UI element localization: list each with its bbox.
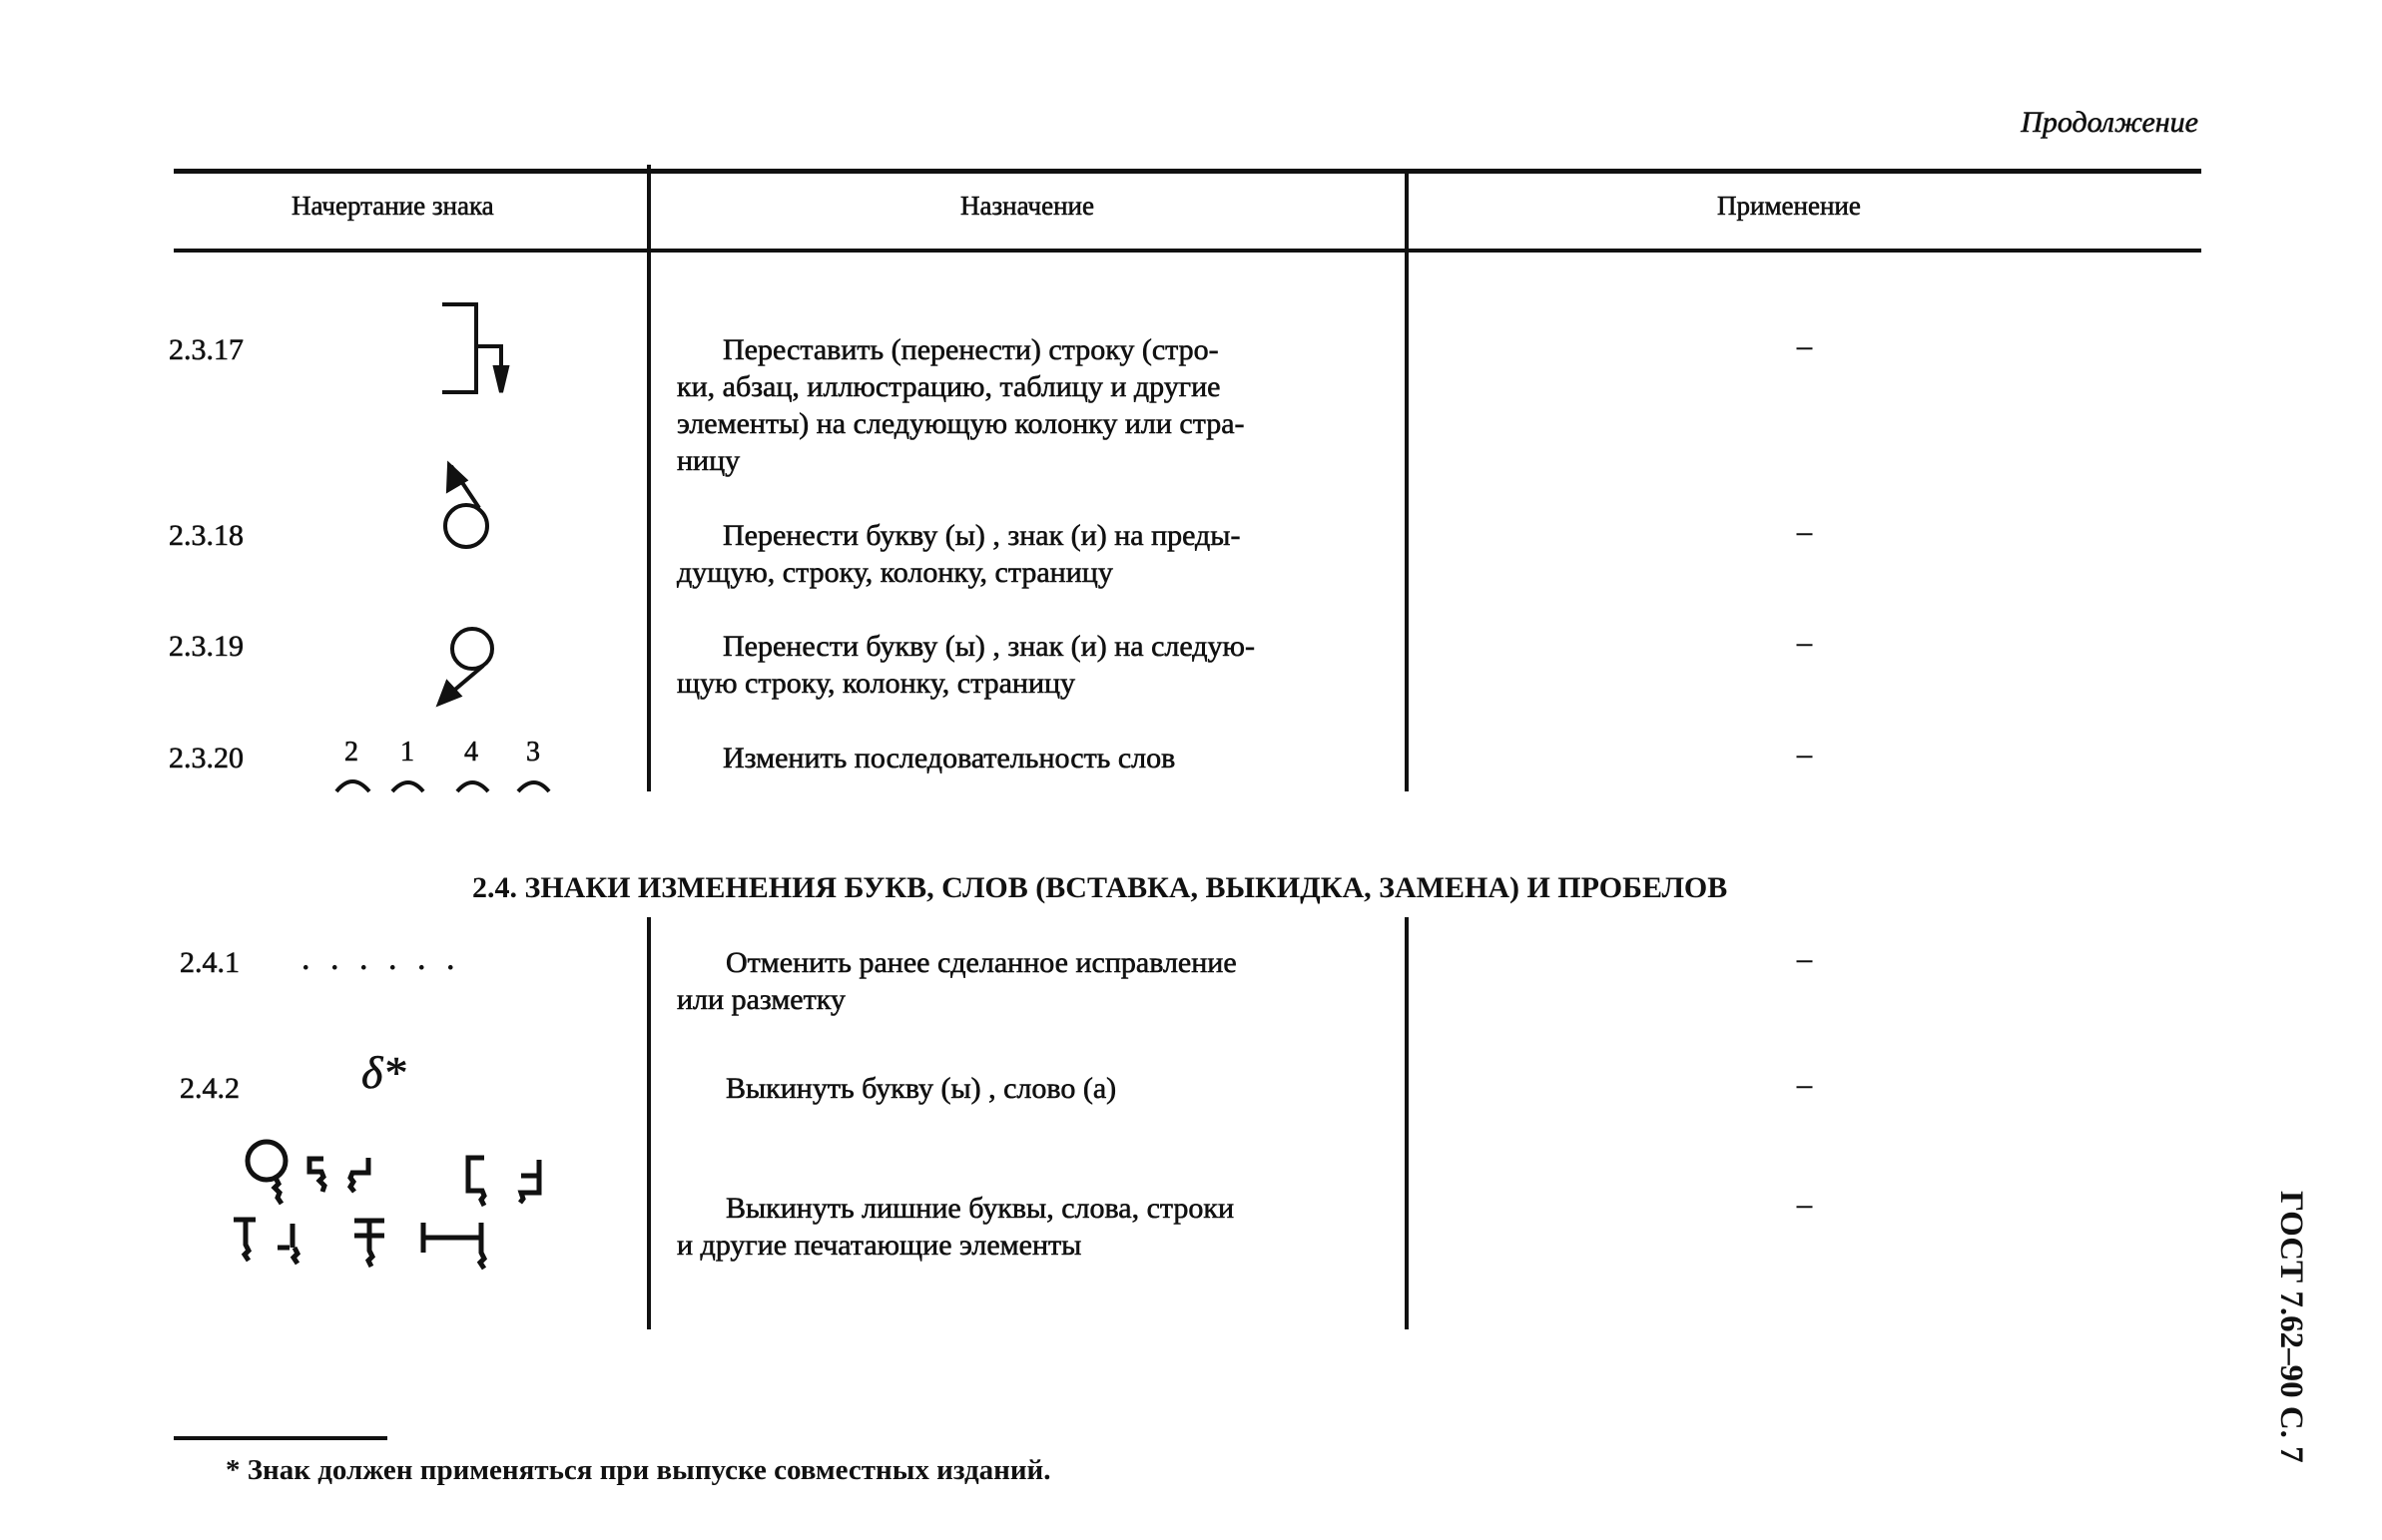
row-number: 2.3.18 (169, 519, 244, 552)
sign-digit: 3 (526, 737, 540, 768)
desc-line: или разметку (677, 983, 846, 1016)
sign-digit: 2 (344, 737, 358, 768)
header-purpose: Назначение (960, 191, 1094, 221)
sign-dots: . . . . . . (301, 940, 461, 977)
continuation-label: Продолжение (2021, 106, 2198, 139)
word-order-arcs (336, 781, 549, 791)
row-number: 2.3.17 (169, 333, 244, 366)
desc-line: и другие печатающие элементы (677, 1229, 1082, 1262)
row-number: 2.3.19 (169, 630, 244, 663)
row-number: 2.3.20 (169, 742, 244, 774)
desc-line: ки, абзац, иллюстрацию, таблицу и другие (677, 370, 1221, 403)
header-sign: Начертание знака (292, 191, 494, 221)
row-application: – (1797, 1188, 1812, 1221)
page-label: ГОСТ 7.62–90 С. 7 (2273, 1191, 2309, 1463)
desc-line: ницу (677, 444, 741, 477)
desc-line: Выкинуть букву (ы) , слово (а) (726, 1072, 1117, 1105)
row-number: 2.4.2 (180, 1072, 240, 1105)
sign-digit: 4 (464, 737, 478, 768)
row-application: – (1797, 1068, 1812, 1101)
row-application: – (1797, 626, 1812, 659)
row-number: 2.4.1 (180, 946, 240, 979)
desc-line: Изменить последовательность слов (723, 742, 1176, 774)
delete-marks-icons (234, 1142, 539, 1269)
sign-digit: 1 (400, 737, 414, 768)
move-to-next-icon (439, 629, 492, 704)
footnote-rule (174, 1436, 387, 1440)
desc-line: Переставить (перенести) строку (стро- (723, 333, 1219, 366)
section-title: 2.4. ЗНАКИ ИЗМЕНЕНИЯ БУКВ, СЛОВ (ВСТАВКА, ВЫКИДКА, ЗАМЕНА) И ПРОБЕЛОВ (472, 871, 1728, 904)
sign-delta-asterisk: δ* (361, 1047, 406, 1098)
desc-line: дущую, строку, колонку, страницу (677, 556, 1113, 589)
desc-line: элементы) на следующую колонку или стра- (677, 407, 1245, 440)
footnote: * Знак должен применяться при выпуске совместных изданий. (226, 1454, 1051, 1486)
move-line-next-column-icon (442, 304, 507, 392)
move-to-previous-icon (445, 465, 487, 547)
desc-line: Отменить ранее сделанное исправление (726, 946, 1237, 979)
header-application: Применение (1717, 191, 1861, 221)
row-application: – (1797, 515, 1812, 548)
desc-line: Перенести букву (ы) , знак (и) на преды- (723, 519, 1241, 552)
row-application: – (1797, 942, 1812, 975)
row-application: – (1797, 738, 1812, 770)
desc-line: щую строку, колонку, страницу (677, 667, 1076, 700)
desc-line: Перенести букву (ы) , знак (и) на следую- (723, 630, 1255, 663)
row-application: – (1797, 329, 1812, 362)
desc-line: Выкинуть лишние буквы, слова, строки (726, 1192, 1235, 1225)
